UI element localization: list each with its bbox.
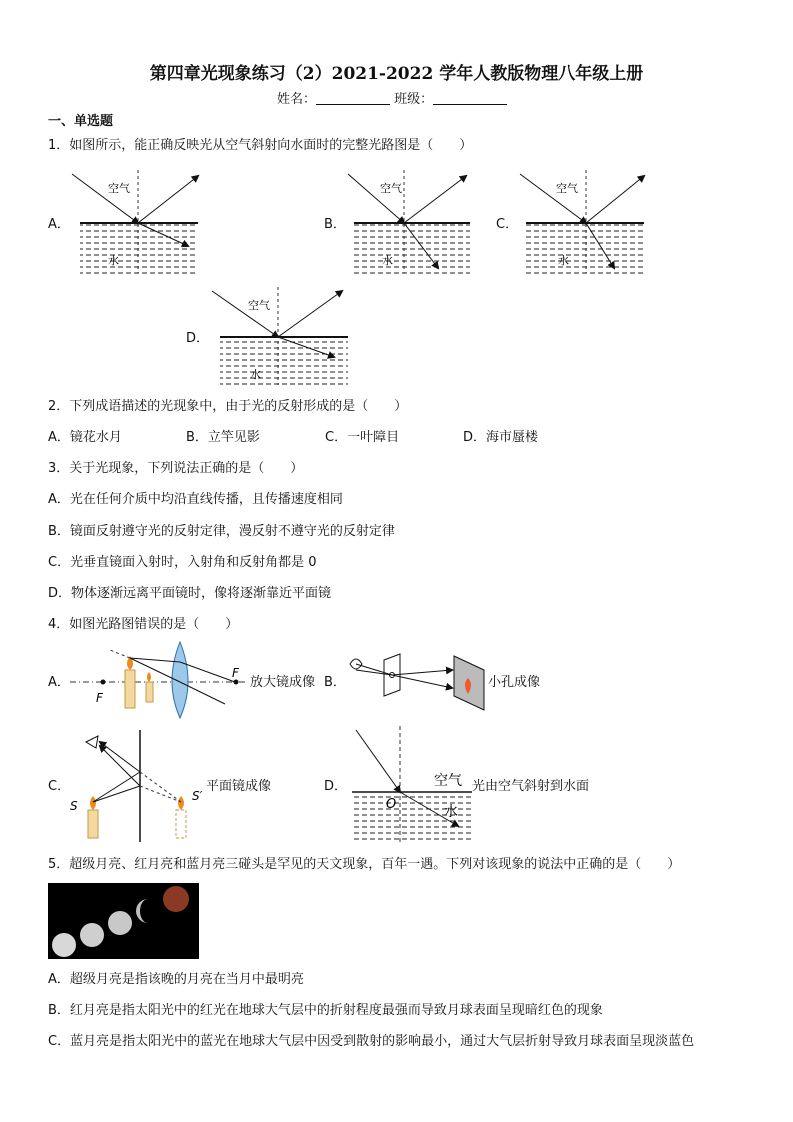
water-label: 水	[382, 254, 393, 267]
q4-d-caption: 光由空气斜射到水面	[472, 779, 590, 794]
name-class-line	[277, 91, 507, 109]
red-moon-icon	[163, 886, 189, 912]
focus-f-left: F	[96, 691, 103, 705]
lunar-phases-photo	[48, 883, 199, 959]
o-point-label: O	[386, 797, 397, 812]
q3-option-a[interactable]: A．光在任何介质中均沿直线传播，且传播速度相同	[48, 492, 343, 507]
q3-option-d[interactable]: D．物体逐渐远离平面镜时，像将逐渐靠近平面镜	[48, 586, 332, 601]
q4-b-caption: 小孔成像	[488, 675, 541, 690]
q1-option-d-label[interactable]: D．	[186, 331, 210, 346]
q1-diagram-c	[518, 168, 648, 278]
water-label: 水	[444, 804, 458, 820]
eye-icon	[86, 736, 98, 748]
q2-option-a[interactable]: A．镜花水月	[48, 430, 122, 445]
q1-option-a-label[interactable]: A．	[48, 217, 70, 232]
moon-icon	[80, 923, 104, 947]
s-label: S	[70, 799, 78, 813]
candle-image-icon	[176, 810, 186, 838]
water-label: 水	[108, 254, 119, 267]
q2-option-d[interactable]: D．海市蜃楼	[463, 430, 539, 445]
q4-diagram-b-pinhole	[346, 652, 491, 712]
flame-small-icon	[147, 672, 151, 682]
q4-c-caption: 平面镜成像	[206, 779, 272, 794]
class-blank[interactable]	[433, 92, 507, 105]
q4-option-c-label[interactable]: C．	[48, 779, 71, 794]
page-title: 第四章光现象练习（2）2021-2022 学年人教版物理八年级上册	[149, 64, 644, 84]
candle-s-icon	[88, 810, 98, 838]
q5-option-c[interactable]: C．蓝月亮是指太阳光中的蓝光在地球大气层中因受到散射的影响最小，通过大气层折射导致月球表面呈现淡蓝色	[48, 1034, 695, 1049]
q3-stem: 3．关于光现象，下列说法正确的是（ ）	[48, 461, 304, 476]
q5-stem: 5．超级月亮、红月亮和蓝月亮三碰头是罕见的天文现象，百年一遇。下列对该现象的说法中正确的是（ ）	[48, 857, 681, 872]
flame-image-icon	[178, 796, 184, 810]
q1-diagram-b	[346, 168, 476, 278]
candle-large-icon	[125, 670, 135, 708]
moon-icon	[108, 911, 132, 935]
water-label: 水	[558, 254, 569, 267]
candle-small-icon	[146, 682, 153, 702]
q3-option-c[interactable]: C．光垂直镜面入射时，入射角和反射角都是 0	[48, 555, 317, 570]
air-label: 空气	[380, 182, 402, 195]
flame-s-icon	[90, 796, 96, 810]
air-label: 空气	[248, 299, 270, 312]
q2-option-b[interactable]: B．立竿见影	[186, 430, 260, 445]
q4-stem: 4．如图光路图错误的是（ ）	[48, 617, 239, 632]
moon-icon	[52, 933, 76, 957]
convex-lens-icon	[172, 642, 188, 718]
focus-f-right: F	[232, 666, 239, 680]
q4-diagram-d-refraction	[346, 722, 476, 847]
q1-diagram-d	[210, 285, 350, 395]
air-label: 空气	[108, 182, 130, 195]
section-heading: 一、单选题	[48, 114, 114, 129]
q3-option-b[interactable]: B．镜面反射遵守光的反射定律，漫反射不遵守光的反射定律	[48, 524, 395, 539]
q1-option-c-label[interactable]: C．	[496, 217, 519, 232]
q5-option-a[interactable]: A．超级月亮是指该晚的月亮在当月中最明亮	[48, 972, 304, 987]
q2-stem: 2．下列成语描述的光现象中，由于光的反射形成的是（ ）	[48, 399, 408, 414]
q1-diagram-a	[70, 168, 210, 278]
q1-stem: 1．如图所示，能正确反映光从空气斜射向水面时的完整光路图是（ ）	[48, 138, 473, 153]
air-label: 空气	[556, 182, 578, 195]
q4-option-d-label[interactable]: D．	[324, 779, 348, 794]
q1-option-b-label[interactable]: B．	[324, 217, 346, 232]
q2-option-c[interactable]: C．一叶障目	[325, 430, 400, 445]
q4-option-a-label[interactable]: A．	[48, 675, 70, 690]
q4-option-b-label[interactable]: B．	[324, 675, 346, 690]
moon-crescent-icon	[136, 899, 148, 923]
class-label: 班级：	[394, 92, 434, 107]
q4-diagram-c-mirror	[66, 730, 206, 845]
name-blank[interactable]	[316, 92, 390, 105]
name-label: 姓名：	[277, 92, 317, 107]
s-prime-label: S′	[192, 789, 203, 803]
q4-a-caption: 放大镜成像	[250, 675, 316, 690]
water-label: 水	[250, 368, 261, 381]
q4-diagram-a-magnifier	[70, 640, 250, 720]
q5-option-b[interactable]: B．红月亮是指太阳光中的红光在地球大气层中的折射程度最强而导致月球表面呈现暗红色的现象	[48, 1003, 603, 1018]
air-label: 空气	[434, 773, 462, 789]
